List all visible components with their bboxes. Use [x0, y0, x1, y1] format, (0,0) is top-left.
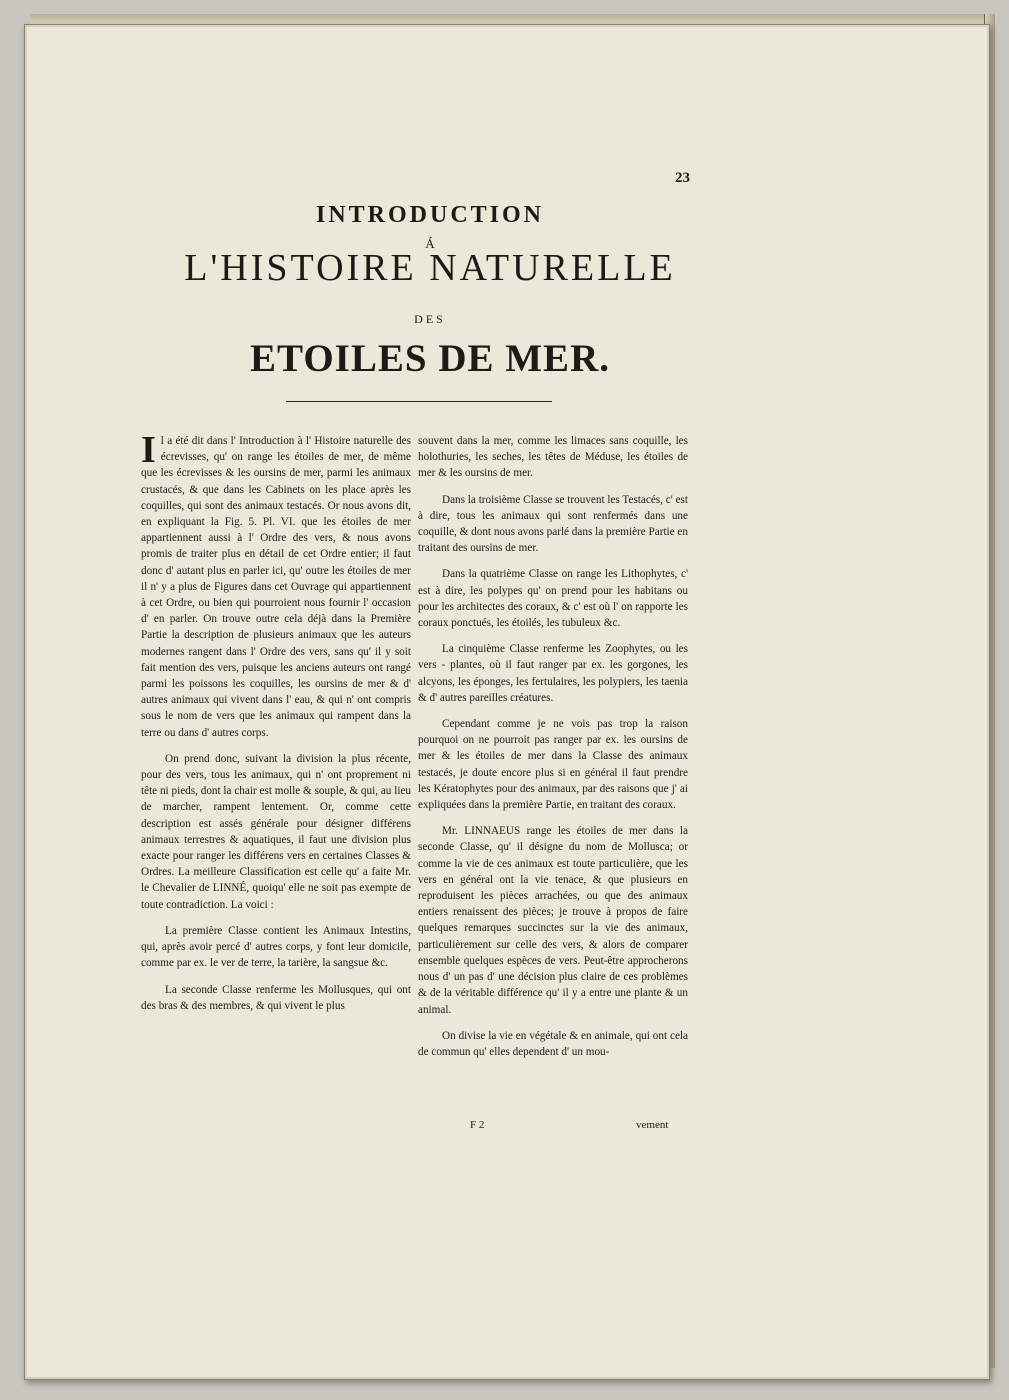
- title-etoiles-de-mer: ETOILES DE MER.: [250, 337, 610, 380]
- signature-mark: F 2: [470, 1119, 485, 1131]
- left-paragraph-1: [141, 429, 411, 741]
- title-introduction: INTRODUCTION: [315, 202, 545, 228]
- title-des: DES: [414, 312, 446, 326]
- catchword: vement: [636, 1119, 669, 1131]
- page-number: 23: [675, 170, 690, 186]
- right-column: [418, 433, 688, 1070]
- right-paragraph-1: souvent dans la mer, comme les limaces sans coquille, les holothuries, les seches, les têtes de Méduse, les étoiles de mer & les oursins de mer.: [418, 435, 688, 480]
- left-paragraph-3: La première Classe contient les Animaux Intestins, qui, après avoir percé d' autres corps, y font leur domicile, comme par ex. le ver de terre, la tarière, la sangsue &c.: [141, 924, 411, 970]
- right-paragraph-4: La cinquième Classe renferme les Zoophytes, ou les vers - plantes, où il faut ranger par ex. les gorgones, les alcyons, les éponges, les fertulaires, les polypiers, les taenia & d' autres pareilles créatures.: [418, 643, 688, 704]
- left-paragraph-1-text: l a été dit dans l' Introduction à l' Histoire naturelle des écrevisses, qu' on range les étoiles de mer, de même que les écrevisses & les oursins de mer, parmi les animaux crustacés, & que dans les Cabinets on les place après les coquilles, qui sont des animaux testacés. Or nous avons dit, en expliquant la Fig. 5. Pl. VI. que les étoiles de mer appartiennent aussi à l' Ordre des vers, & nous avons promis de traiter plus en détail de cet Ordre entier; il faut donc d' autant plus en parler ici, qu' outre les étoiles de mer il n' y a plus de Figures dans cet Ouvrage qui appartiennent à cet Ordre, ou bien qui pourroient nous fournir l' occasion d' en parler. On trouve outre cela déjà dans la Première Partie la description de plusieurs animaux que les auteurs modernes rangent dans l' Ordre des vers, sans qu' il y soit fait mention des vers, puisque les anciens auteurs ont rangé parmi les poissons les coquilles, les oursins de mer & d' autres animaux qui vivent dans l' eau, & qui n' ont compris sous le nom de vers que les animaux qui rampent dans la terre ou dans d' autres corps.: [141, 435, 411, 739]
- right-paragraph-5: Cependant comme je ne vois pas trop la raison pourquoi on ne pourroit pas ranger par ex. les oursins de mer & les étoiles de mer dans la Classe des animaux testacés, je doute encore plus si en général il faut prendre les Kératophytes pour des animaux, par des raisons que j' ai expliquées dans la première Partie, en traitant des coraux.: [418, 718, 688, 812]
- left-paragraph-2: On prend donc, suivant la division la plus récente, pour des vers, tous les animaux, qui n' ont proprement ni tête ni pieds, dont la chair est molle & souple, & qui, au lieu de marcher, rampent lentement. Or, comme cette description est assés générale pour désigner différens animaux terrestres & aquatiques, il faut une division plus exacte pour ranger les différens vers en certaines Classes & Ordres. La meilleure Classification est celle qu' a faite Mr. le Chevalier de LINNÉ, quoiqu' elle ne soit pas exempte de toute contradiction. La voici :: [141, 752, 411, 911]
- right-paragraph-7: On divise la vie en végétale & en animale, qui ont cela de commun qu' elles dependent d' un mou-: [418, 1029, 688, 1058]
- left-paragraph-4: La seconde Classe renferme les Mollusques, qui ont des bras & des membres, & qui vivent le plus: [141, 983, 411, 1012]
- drop-cap: I: [141, 429, 156, 471]
- left-column: [141, 429, 411, 1024]
- right-paragraph-6: Mr. LINNAEUS range les étoiles de mer dans la seconde Classe, qu' il désigne du nom de Mollusca; or comme la vie de ces animaux est toute particulière, que les vers en général ont la vie tenace, & que plusieurs en reproduisent les pièces arrachées, ou que des animaux entiers renaissent des pièces; je trouve à propos de faire quelques remarques succinctes sur la vie des animaux, particulièrement sur celle des vers, & alors de comparer ensemble quelques espèces de vers. Peut-être approcherons nous d' un pas d' une décision plus claire de ces problèmes & de la véritable différence qu' il y a entre une plante & un animal.: [418, 825, 688, 1016]
- right-paragraph-2: Dans la troisième Classe se trouvent les Testacés, c' est à dire, tous les animaux qui sont renfermés dans une coquille, & dont nous avons parlé dans la première Partie en traitant des oursins de mer.: [418, 493, 688, 555]
- right-paragraph-3: Dans la quatrième Classe on range les Lithophytes, c' est à dire, les polypes qu' on prend pour les habitans ou pour les architectes des coraux, & c' est où l' on rapporte les coraux ponctués, les étoilés, les tubuleux &c.: [418, 568, 688, 630]
- title-a: Á: [425, 236, 435, 251]
- title-histoire-naturelle: L'HISTOIRE NATURELLE: [184, 247, 676, 289]
- title-rule: [286, 401, 552, 402]
